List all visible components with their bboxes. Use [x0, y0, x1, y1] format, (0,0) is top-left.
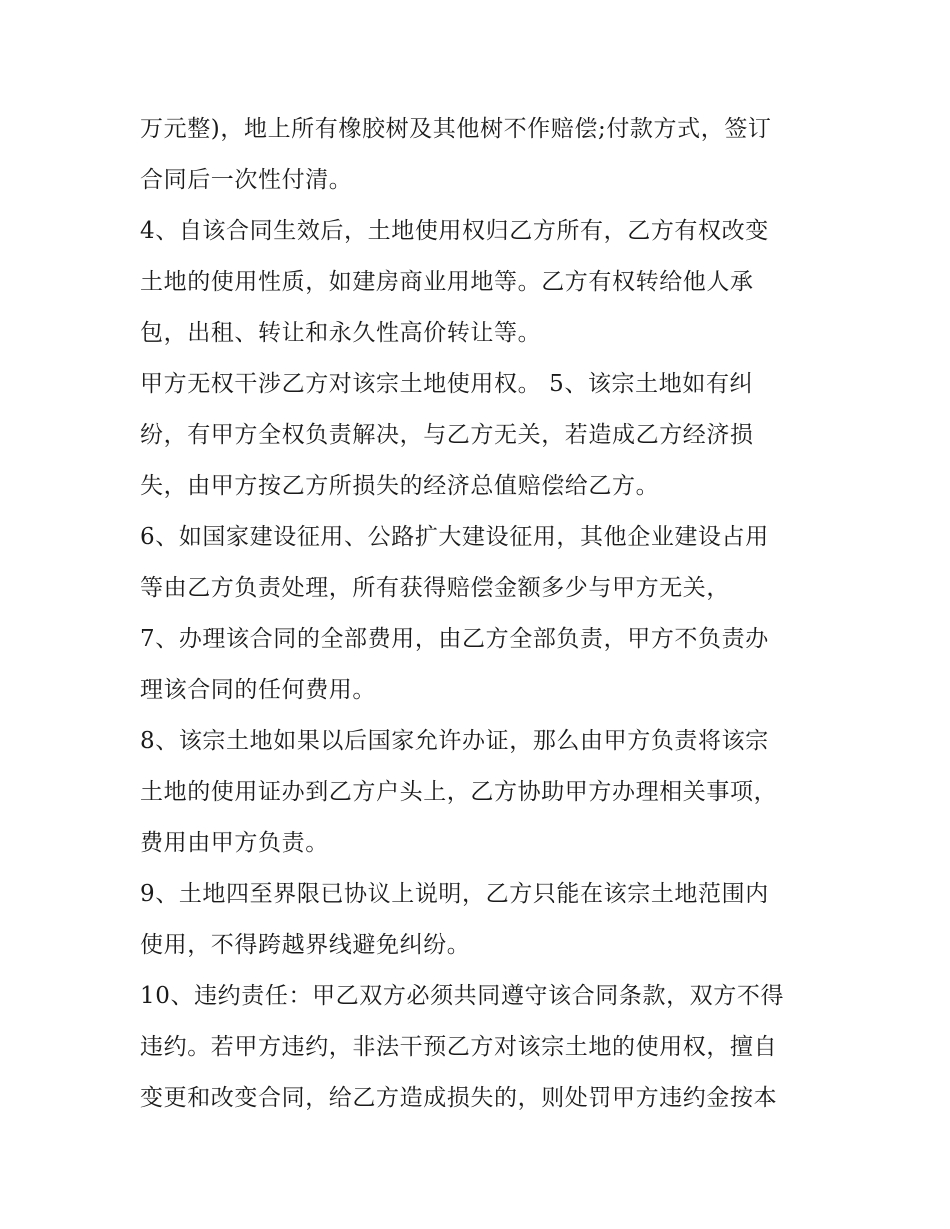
text-line: 变更和改变合同，给乙方造成损失的，则处罚甲方违约金按本: [140, 1085, 778, 1111]
text-line: 失，由甲方按乙方所损失的经济总值赔偿给乙方。: [140, 473, 660, 499]
text-line: 包，出租、转让和永久性高价转让等。: [140, 320, 542, 346]
text-line: 土地的使用性质，如建房商业用地等。乙方有权转给他人承: [140, 269, 754, 295]
text-line: 4、自该合同生效后，土地使用权归乙方所有，乙方有权改变: [140, 218, 769, 244]
text-line: 合同后一次性付清。: [140, 167, 353, 193]
text-line: 7、办理该合同的全部费用，由乙方全部负责，甲方不负责办: [140, 626, 769, 652]
text-line: 8、该宗土地如果以后国家允许办证，那么由甲方负责将该宗: [140, 728, 769, 754]
text-line: 理该合同的任何费用。: [140, 677, 376, 703]
contract-body: [140, 104, 820, 1124]
text-line: 9、土地四至界限已协议上说明，乙方只能在该宗土地范围内: [140, 881, 769, 907]
text-line: 10、违约责任：甲乙双方必须共同遵守该合同条款，双方不得: [140, 983, 785, 1009]
text-line: 费用由甲方负责。: [140, 830, 329, 856]
text-line: 土地的使用证办到乙方户头上，乙方协助甲方办理相关事项，: [140, 779, 778, 805]
text-line: 6、如国家建设征用、公路扩大建设征用，其他企业建设占用: [140, 524, 769, 550]
text-line: 甲方无权干涉乙方对该宗土地使用权。 5、该宗土地如有纠: [140, 371, 754, 397]
text-line: 使用，不得跨越界线避免纠纷。: [140, 932, 471, 958]
text-line: 违约。若甲方违约，非法干预乙方对该宗土地的使用权，擅自: [140, 1034, 778, 1060]
text-line: 纷，有甲方全权负责解决，与乙方无关，若造成乙方经济损: [140, 422, 754, 448]
text-line: 万元整)，地上所有橡胶树及其他树不作赔偿;付款方式，签订: [140, 116, 772, 142]
text-line: 等由乙方负责处理，所有获得赔偿金额多少与甲方无关，: [140, 575, 730, 601]
